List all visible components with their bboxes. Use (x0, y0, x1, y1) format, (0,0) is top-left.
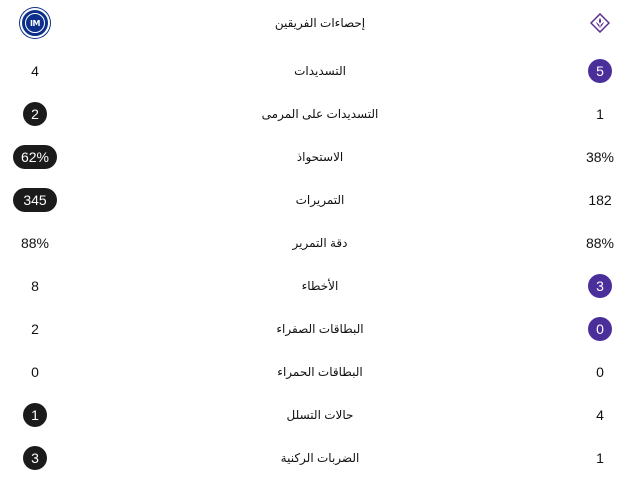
right-team-value: 5 (588, 59, 612, 83)
left-team-value: 4 (31, 63, 39, 79)
stat-row (0, 440, 640, 476)
left-value-cell (0, 397, 70, 433)
stat-label: البطاقات الصفراء (276, 322, 364, 336)
left-value-cell (0, 139, 70, 175)
left-value-cell (0, 182, 70, 218)
right-team-value: 38% (585, 149, 615, 165)
right-team-value: 88% (585, 235, 615, 251)
stat-row (0, 53, 640, 89)
stat-row (0, 397, 640, 433)
left-team-value: 0 (31, 364, 39, 380)
right-team-value: 1 (596, 106, 604, 122)
right-team-value: 3 (588, 274, 612, 298)
right-team-logo-cell (565, 5, 635, 41)
stat-label: حالات التسلل (286, 408, 354, 422)
stat-row (0, 96, 640, 132)
left-value-cell (0, 440, 70, 476)
stat-label: التسديدات على المرمى (261, 107, 379, 121)
left-team-value: 88% (20, 235, 50, 251)
stat-label: التمريرات (295, 193, 345, 207)
stats-title: إحصاءات الفريقين (274, 16, 366, 30)
left-value-cell (0, 354, 70, 390)
right-value-cell (565, 354, 635, 390)
stat-label: الضربات الركنية (280, 451, 360, 465)
stat-row (0, 225, 640, 261)
stat-row (0, 182, 640, 218)
right-value-cell (565, 53, 635, 89)
right-team-value: 0 (596, 364, 604, 380)
left-value-cell (0, 96, 70, 132)
right-team-value: 4 (596, 407, 604, 423)
left-team-value: 2 (23, 102, 47, 126)
fiorentina-logo (590, 13, 610, 33)
left-value-cell (0, 53, 70, 89)
stat-row (0, 311, 640, 347)
header-row (0, 5, 640, 41)
left-value-cell (0, 311, 70, 347)
stat-label: البطاقات الحمراء (277, 365, 363, 379)
stat-label: الاستحواذ (296, 150, 344, 164)
left-value-cell (0, 225, 70, 261)
right-value-cell (565, 182, 635, 218)
left-team-value: 345 (13, 188, 57, 212)
right-value-cell (565, 311, 635, 347)
right-value-cell (565, 440, 635, 476)
left-team-value: 3 (23, 446, 47, 470)
stat-label: دقة التمرير (292, 236, 348, 250)
stat-label: التسديدات (294, 64, 346, 78)
right-team-value: 0 (588, 317, 612, 341)
stat-row (0, 268, 640, 304)
left-team-value: 62% (13, 145, 57, 169)
right-team-value: 1 (596, 450, 604, 466)
right-value-cell (565, 96, 635, 132)
stat-row (0, 139, 640, 175)
right-value-cell (565, 225, 635, 261)
stat-row (0, 354, 640, 390)
left-team-value: 8 (31, 278, 39, 294)
left-team-logo-cell (0, 5, 70, 41)
right-value-cell (565, 139, 635, 175)
right-value-cell (565, 268, 635, 304)
left-team-value: 2 (31, 321, 39, 337)
logo-letters: IM (30, 18, 40, 28)
right-team-value: 182 (588, 192, 612, 208)
left-team-value: 1 (23, 403, 47, 427)
inter-milan-logo (20, 8, 50, 38)
stat-label: الأخطاء (301, 279, 339, 293)
left-value-cell (0, 268, 70, 304)
right-value-cell (565, 397, 635, 433)
